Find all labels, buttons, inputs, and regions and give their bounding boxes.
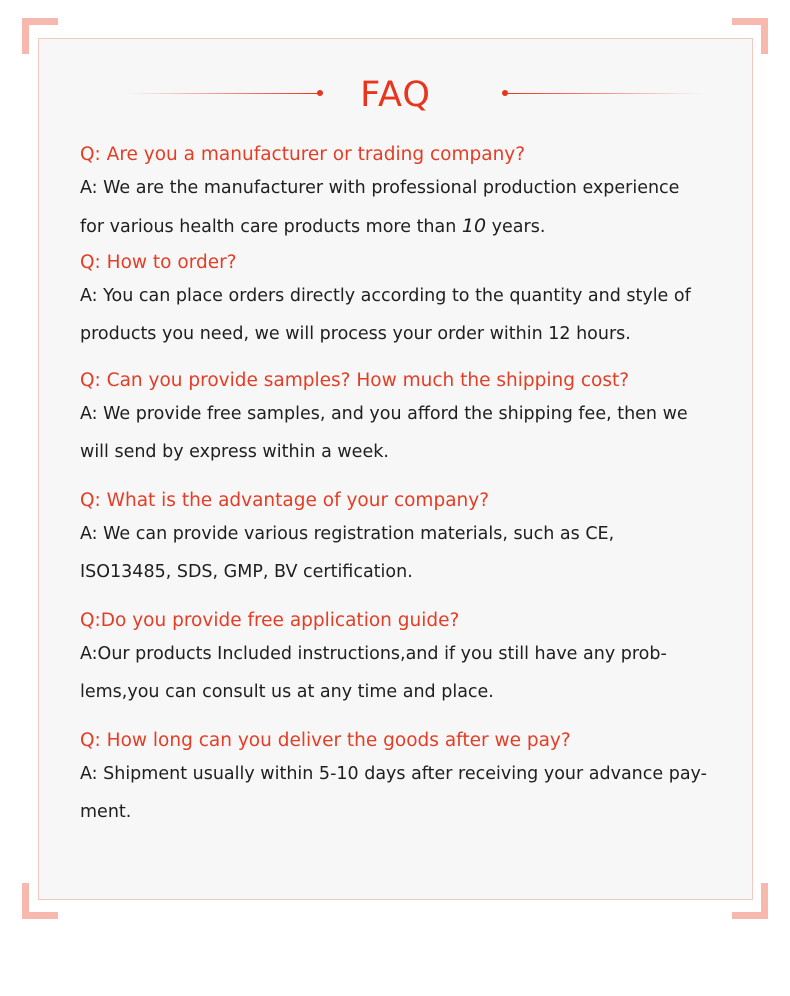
faq-answer-line: A: We are the manufacturer with professional production experience	[80, 178, 680, 198]
faq-answer-line: A: We provide free samples, and you afford the shipping fee, then we	[80, 404, 688, 424]
faq-header	[38, 70, 753, 120]
faq-item	[80, 487, 740, 591]
faq-question: Q: Can you provide samples? How much the shipping cost?	[80, 370, 630, 391]
faq-answer-text: years.	[486, 217, 546, 237]
faq-answer-number: 10	[461, 215, 487, 237]
faq-question: Q:Do you provide free application guide?	[80, 610, 460, 631]
faq-answer-line: lems,you can consult us at any time and place.	[80, 682, 494, 702]
faq-list	[80, 140, 740, 831]
faq-answer-line: A: You can place orders directly according to the quantity and style of	[80, 286, 691, 306]
faq-item	[80, 141, 740, 246]
faq-item	[80, 249, 740, 353]
faq-answer-line: products you need, we will process your order within 12 hours.	[80, 324, 631, 344]
faq-answer-line: A:Our products Included instructions,and if you still have any prob-	[80, 644, 667, 664]
faq-answer-line: ISO13485, SDS, GMP, BV certification.	[80, 562, 413, 582]
page-title: FAQ	[360, 75, 431, 115]
faq-question: Q: Are you a manufacturer or trading company?	[80, 144, 526, 165]
faq-answer	[80, 755, 740, 831]
faq-answer-line	[80, 207, 740, 246]
faq-answer	[80, 169, 740, 246]
faq-question: Q: What is the advantage of your company?	[80, 490, 490, 511]
faq-answer	[80, 635, 740, 711]
faq-item	[80, 607, 740, 711]
title-rule-right	[508, 93, 703, 94]
faq-answer-line: ment.	[80, 802, 132, 822]
faq-question: Q: How long can you deliver the goods after we pay?	[80, 730, 571, 751]
faq-item	[80, 367, 740, 471]
faq-answer	[80, 395, 740, 471]
faq-answer-line: A: We can provide various registration materials, such as CE,	[80, 524, 615, 544]
faq-question: Q: How to order?	[80, 252, 237, 273]
faq-answer-line: A: Shipment usually within 5-10 days after receiving your advance pay-	[80, 764, 707, 784]
faq-answer	[80, 277, 740, 353]
faq-answer-line: will send by express within a week.	[80, 442, 389, 462]
faq-answer-text: for various health care products more than	[80, 217, 462, 237]
faq-item	[80, 727, 740, 831]
faq-answer	[80, 515, 740, 591]
